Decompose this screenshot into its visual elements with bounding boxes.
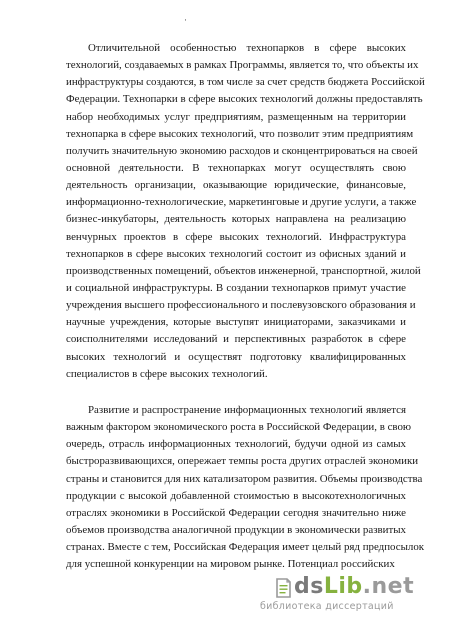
text-line: странах. Вместе с тем, Российская Федерация имеет целый ряд предпосылок xyxy=(66,541,425,554)
text-line: объемов производства аналогичной продукции в экономически развитых xyxy=(66,523,406,536)
text-line: технопарка в сфере высоких технологий, что позволит этим предприятиям xyxy=(66,127,414,140)
text-line: основной деятельности. В технопарках могут осуществлять свою xyxy=(66,161,406,174)
text-line: производственных помещений, объектов инженерной, транспортной, жилой xyxy=(66,264,421,277)
text-line: научные учреждения, которые выступят инициаторами, заказчиками и xyxy=(66,316,406,329)
text-line: Развитие и распространение информационных технологий является xyxy=(88,404,406,416)
dslib-logo-icon xyxy=(274,577,292,599)
text-line: деятельность организации, оказывающие юридические, финансовые, xyxy=(66,179,406,192)
text-line: набор необходимых услуг предприятиям, размещенным на территории xyxy=(66,110,406,123)
text-line: специалистов в сфере высоких технологий. xyxy=(66,367,268,380)
text-line: для успешной конкуренции на мировом рынке. Потенциал российских xyxy=(66,558,395,571)
text-line: информационно-технологические, маркетинговые и другие услуги, а также xyxy=(66,196,417,209)
text-line: и социальной инфраструктуры. В создании технопарков примут участие xyxy=(66,281,406,294)
paragraph-technoparks xyxy=(66,40,425,383)
watermark-caption: библиотека диссертаций xyxy=(260,601,394,612)
watermark-brand xyxy=(294,574,414,599)
text-line: технологий, создаваемых в рамках Программы, является то, что объекты их xyxy=(66,59,419,72)
text-line: учреждения высшего профессионального и послевузовского образования и xyxy=(66,299,416,312)
text-line: страны и становится для них катализатором развития. Объемы производства xyxy=(66,472,423,485)
text-line: инфраструктуры создаются, в том числе за счет средств бюджета Российской xyxy=(66,76,425,89)
text-line: отраслях экономики в Российской Федерации сегодня значительно ниже xyxy=(66,506,406,519)
text-line: бизнес-инкубаторы, деятельность которых направлена на реализацию xyxy=(66,213,406,226)
text-line: продукции с высокой добавленной стоимостью в высокотехнологичных xyxy=(66,489,406,502)
watermark-brand-net: .net xyxy=(362,574,415,599)
scan-mark: · xyxy=(184,15,187,25)
text-line: Отличительной особенностью технопарков в сфере высоких xyxy=(88,42,406,54)
watermark-brand-ds: ds xyxy=(294,574,324,599)
text-line: соисполнителями исследований и перспективных разработок в сфере xyxy=(66,333,406,346)
text-line: высоких технологий и осуществят подготовку квалифицированных xyxy=(66,350,406,363)
text-line: очередь, отрасль информационных технологий, будучи одной из самых xyxy=(66,438,406,451)
text-line: Федерации. Технопарки в сфере высоких технологий должны предоставлять xyxy=(66,93,423,106)
dslib-watermark xyxy=(260,574,438,616)
watermark-brand-lib: Lib xyxy=(323,574,363,599)
text-line: венчурных проектов в сфере высоких технологий. Инфраструктура xyxy=(66,230,406,243)
text-line: технопарков в сфере высоких технологий состоит из офисных зданий и xyxy=(66,247,406,260)
text-line: быстроразвивающихся, опережает темпы роста других отраслей экономики xyxy=(66,455,419,468)
paragraph-it-development xyxy=(66,402,425,573)
text-line: важным фактором экономического роста в Российской Федерации, в свою xyxy=(66,421,412,434)
text-line: получить значительную экономию расходов и сконцентрироваться на своей xyxy=(66,144,418,157)
